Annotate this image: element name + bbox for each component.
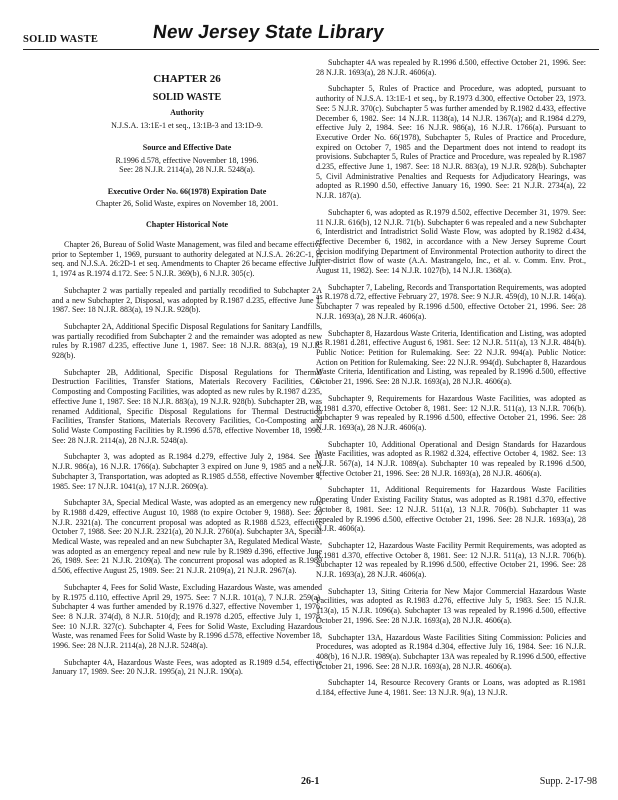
supplement-date: Supp. 2-17-98 [539, 776, 597, 787]
source-line: R.1996 d.578, effective November 18, 1996. [115, 155, 259, 165]
historical-paragraph: Subchapter 12, Hazardous Waste Facility Permit Requirements, was adopted as R.1981 d.370, effective October 8, 1981. See: 12 N.J.R. 511(a), 13 N.J.R. 706(b). Subchapter 12 was repealed by R.1996 d.500, effective October 21, 1996. See: 28 N.J.R. 1693(a), 28 N.J.R. 4606(a). [316, 540, 586, 580]
historical-paragraph: Chapter 26, Bureau of Solid Waste Management, was filed and became effective prior to September 1, 1969, pursuant to authority delegated at N.J.S.A. 26:2C-1, et seq. and N.J.S.A. 26:2D-1 et seq. Amendments to Chapter 26 became effective July 1, 1974 as R.1974 d.172. See: 5 N.J.R. 369(b), 6 N.J.R. 305(c). [52, 240, 322, 279]
left-column [52, 58, 322, 773]
historical-paragraph: Subchapter 3A, Special Medical Waste, was adopted as an emergency new rule by R.1988 d.429, effective August 10, 1988 (to expire October 9, 1988). See: 20 N.J.R. 2321(a). The concurrent proposal was adopted as R.1988 d.523, effective October 7, 1988. See: 20 N.J.R. 2321(a), 20 N.J.R. 2760(a). Subchapter 3A, Special Medical Waste, was repealed and an new Subchapter 3A, Regulated Medical Waste, was adopted as an emergency repeal and new rule by R.1989 d.396, effective June 26, 1989. See: 21 N.J.R. 2109(a). The concurrent proposal was adopted as R.1989 d.506, effective August 25, 1989. See: 21 N.J.R. 2109(a), 21 N.J.R. 2967(a). [52, 498, 322, 576]
historical-paragraph: Subchapter 3, was adopted as R.1984 d.279, effective July 2, 1984. See 16 N.J.R. 986(a), 16 N.J.R. 1766(a). Subchapter 3 expired on June 9, 1985 and a new Subchapter 3, Transportation, was adopted as R.1985 d.558, effective November 4, 1985. See: 17 N.J.R. 1041(a), 17 N.J.R. 2609(a). [52, 452, 322, 491]
historical-paragraph: Subchapter 4A was repealed by R.1996 d.500, effective October 21, 1996. See: 28 N.J.R. 1693(a), 28 N.J.R. 4606(a). [316, 58, 586, 77]
historical-paragraph: Subchapter 11, Additional Requirements for Hazardous Waste Facilities Operating Under Existing Facility Status, was adopted as R.1981 d.370, effective October 8, 1981. See: 12 N.J.R. 511(a), 13 N.J.R. 706(b). Subchapter 11 was repealed by R.1996 d.500, effective October 21, 1996. See: 28 N.J.R. 1693(a), 28 N.J.R. 4606(a). [316, 485, 586, 534]
historical-paragraph: Subchapter 8, Hazardous Waste Criteria, Identification and Listing, was adopted as R.1981 d.281, effective August 6, 1981. See: 12 N.J.R. 511(a), 13 N.J.R. 484(b). Public Notice: Petition for Rulemaking. See: 22 N.J.R. 994(a). Public Notice: Action on Petition for Rulemaking. See: 22 N.J.R. 994(d). Subchapter 8, Hazardous Waste Criteria, Identification and Listing, was repealed by R.1996 d.500, effective October 21, 1996. See: 28 N.J.R. 1693(a), 28 N.J.R. 4606(a). [316, 328, 586, 387]
page-header [23, 20, 599, 52]
executive-order-heading: Executive Order No. 66(1978) Expiration Date [107, 186, 267, 196]
chapter-title: SOLID WASTE [152, 91, 222, 103]
historical-paragraph: Subchapter 5, Rules of Practice and Procedure, was adopted, pursuant to authority of N.J.S.A. 13:1E-1 et seq., by R.1973 d.300, effective October 23, 1973. See: 5 N.J.R. 370(c). Subchapter 5 was further amended by R.1982 d.433, effective December 6, 1982. See: 14 N.J.R. 1138(a), 14 N.J.R. 1367(a); and R.1984 d.279, effective July 2, 1984. See: 16 N.J.R. 986(a), 16 N.J.R. 1766(a). Pursuant to Executive Order No. 66(1978), Subchapter 5, Rules of Practice and Procedure, expired on October 7, 1985 and the Department does not intend to readopt its provisions. Subchapter 5, Rules of Practice and Procedure, was repealed by R.1987 d.235, effective June 1, 1987. See: 18 N.J.R. 883(a), 19 N.J.R. 928(b). Subchapter 5, Civil Administrative Penalties and Requests for Adjudicatory Hearings, was adopted as R.1990 d.50, effective January 16, 1990. See: 21 N.J.R. 2734(a), 22 N.J.R. 187(a). [316, 84, 586, 201]
source-heading: Source and Effective Date [142, 142, 232, 152]
historical-paragraph: Subchapter 2 was partially repealed and partially recodified to Subchapter 2A and a new Subchapter 2, Disposal, was adopted by R.1987 d.235, effective June 1, 1987. See: 18 N.J.R. 883(a), 19 N.J.R. 928(b). [52, 285, 322, 315]
executive-order-text: Chapter 26, Solid Waste, expires on November 18, 2001. [95, 198, 279, 208]
historical-paragraph: Subchapter 2A, Additional Specific Disposal Regulations for Sanitary Landfills, was partially recodified from Subchapter 2 and the remainder was adopted as new rules by R.1987 d.235, effective June 1, 1987. See: 18 N.J.R. 883(a), 19 N.J.R. 928(b). [52, 321, 322, 361]
historical-paragraph: Subchapter 14, Resource Recovery Grants or Loans, was adopted as R.1981 d.184, effective June 4, 1981. See: 13 N.J.R. 9(a), 13 N.J.R. [316, 678, 586, 698]
historical-paragraph: Subchapter 13A, Hazardous Waste Facilities Siting Commission: Policies and Procedures, was adopted as R.1984 d.304, effective July 16, 1984. See: 16 N.J.R. 408(b), 16 N.J.R. 1989(a). Subchapter 13A was repealed by R.1996 d.500, effective October 21, 1996. See: 28 N.J.R. 1693(a), 28 N.J.R. 4606(a). [316, 632, 586, 671]
historical-paragraph: Subchapter 10, Additional Operational and Design Standards for Hazardous Waste Facilities, was adopted as R.1982 d.324, effective October 4, 1982. See: 13 N.J.R. 567(a), 14 N.J.R. 1089(a). Subchapter 10 was repealed by R.1996 d.500, effective October 21, 1996. See: 28 N.J.R. 1693(a), 28 N.J.R. 4606(a). [316, 439, 586, 478]
historical-paragraph: Subchapter 4, Fees for Solid Waste, Excluding Hazardous Waste, was amended by R.1975 d.110, effective April 29, 1975. See: 7 N.J.R. 101(a), 7 N.J.R. 259(a). Subchapter 4 was further amended by R.1976 d.327, effective November 1, 1976. See: 8 N.J.R. 374(d), 8 N.J.R. 510(d); and R.1978 d.205, effective July 1, 1978. See: 10 N.J.R. 327(c). Subchapter 4, Fees for Solid Waste, Excluding Hazardous Waste, was renamed Fees for Solid Waste by R.1996 d.578, effective November 18, 1996. See: 28 N.J.R. 2114(a), 28 N.J.R. 5248(a). [52, 582, 322, 651]
library-stamp: New Jersey State Library [151, 22, 386, 43]
historical-paragraph: Subchapter 2B, Additional, Specific Disposal Regulations for Thermal Destruction Facilities, Transfer Stations, Materials Recovery Facilities, Co-Composting and Composting Facilities, was adopted as new rules by R.1987 d.235, effective June 1, 1987. See: 18 N.J.R. 883(a), 19 N.J.R. 928(b). Subchapter 2B, was renamed Additional, Specific Disposal Regulations for Thermal Destruction Facilities, Transfer Stations, Materials Recovery Facilities, Co-Composting and Solid Waste Composting Facilities by R.1996 d.578, effective November 18, 1996. See: 28 N.J.R. 2114(a), 28 N.J.R. 5248(a). [52, 367, 322, 445]
running-head: SOLID WASTE [23, 34, 99, 45]
right-column [316, 58, 586, 773]
chapter-number: CHAPTER 26 [153, 73, 221, 85]
authority-text: N.J.S.A. 13:1E-1 et seq., 13:1B-3 and 13:1D-9. [111, 121, 263, 131]
historical-paragraph: Subchapter 13, Siting Criteria for New Major Commercial Hazardous Waste Facilities, was adopted as R.1983 d.276, effective July 5, 1983. See: 15 N.J.R. 113(a), 15 N.J.R. 1096(a). Subchapter 13 was repealed by R.1996 d.500, effective October 21, 1996. See: 28 N.J.R. 1693(a), 28 N.J.R. 4606(a). [316, 586, 586, 625]
page-footer [23, 776, 599, 792]
historical-paragraph: Subchapter 7, Labeling, Records and Transportation Requirements, was adopted as R.1978 d.72, effective February 27, 1978. See: 9 N.J.R. 459(d), 10 N.J.R. 146(a). Subchapter 7 was repealed by R.1996 d.500, effective October 21, 1996. See: 28 N.J.R. 1693(a), 28 N.J.R. 4606(a). [316, 282, 586, 321]
authority-heading: Authority [170, 108, 204, 118]
header-rule [23, 49, 599, 50]
historical-paragraph: Subchapter 4A, Hazardous Waste Fees, was adopted as R.1989 d.54, effective January 17, 1989. See: 20 N.J.R. 1995(a), 21 N.J.R. 190(a). [52, 657, 322, 677]
historical-paragraph: Subchapter 9, Requirements for Hazardous Waste Facilities, was adopted as R.1981 d.370, effective October 8, 1981. See: 12 N.J.R. 511(a), 13 N.J.R. 706(b). Subchapter 9 was repealed by R.1996 d.500, effective October 21, 1996. See: 28 N.J.R. 1693(a), 28 N.J.R. 4606(a). [316, 393, 586, 432]
source-line: See: 28 N.J.R. 2114(a), 28 N.J.R. 5248(a). [119, 165, 255, 175]
historical-note-heading: Chapter Historical Note [145, 220, 229, 230]
historical-paragraph: Subchapter 6, was adopted as R.1979 d.502, effective December 31, 1979. See: 11 N.J.R. 616(b), 12 N.J.R. 71(b). Subchapter 6 was repealed and a new Subchapter 6, Interdistrict and Intradistrict Solid Waste Flow, was adopted by R.1982 d.434, effective December 6, 1982, in accordance with a New Jersey Supreme Court decision modifying Department of Environmental Protection authority to direct the inter-district flow of waste (A.A. Mastrangelo, Inc., et al. v. Comm. Env. Prot., August 11, 1982). See: 14 N.J.R. 1027(b), 14 N.J.R. 1368(a). [316, 207, 586, 276]
page-number: 26-1 [301, 776, 320, 787]
